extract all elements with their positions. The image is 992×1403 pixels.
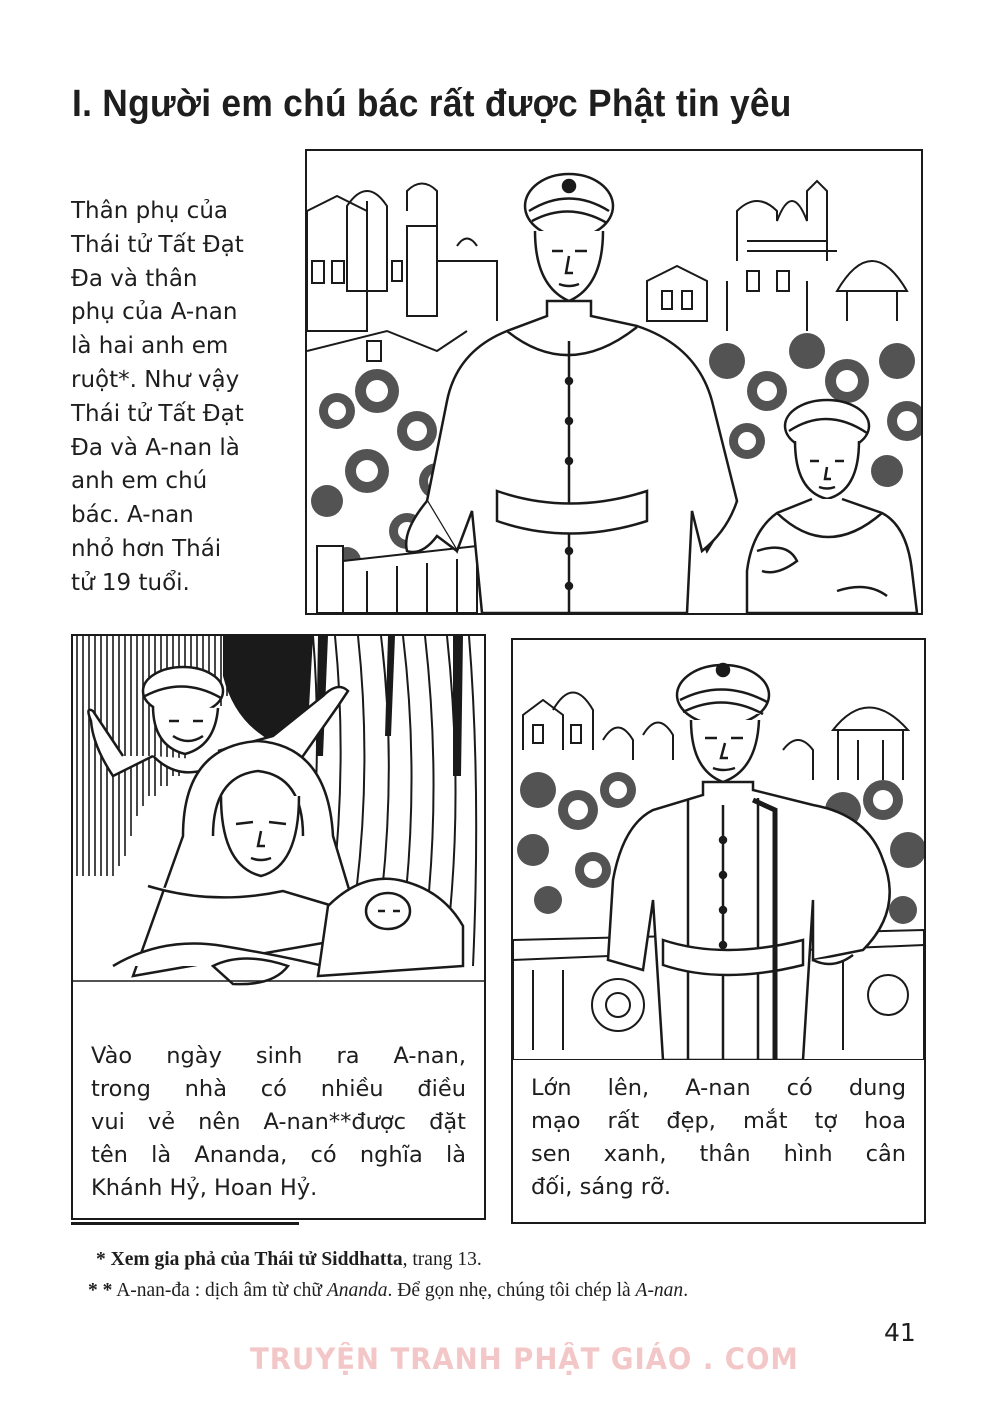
footnote-bold-text: Xem gia phả của Thái tử Siddhatta: [110, 1249, 403, 1270]
caption-line: Vào ngày sinh ra A-nan,: [91, 1043, 466, 1069]
birth-scene-drawing: [73, 636, 484, 1026]
intro-line: Thân phụ của: [71, 198, 228, 224]
footnote-text: , trang 13.: [402, 1249, 482, 1270]
footnote-divider: [71, 1222, 299, 1225]
footnotes: [88, 1244, 936, 1306]
footnote-italic: A-nan: [635, 1280, 684, 1301]
intro-line: nhỏ hơn Thái: [71, 535, 222, 562]
intro-line: Đa và A-nan là: [71, 434, 240, 461]
comic-panel-top: [305, 149, 923, 615]
intro-line: ruột*. Như vậy: [71, 366, 240, 393]
caption-line: trong nhà có nhiều điều: [91, 1076, 466, 1102]
intro-line: anh em chú: [71, 468, 208, 495]
footnote-text: . Để gọn nhẹ, chúng tôi chép là: [387, 1280, 636, 1301]
caption-birth: [91, 1040, 466, 1205]
watermark: TRUYỆN TRANH PHẬT GIÁO . COM: [250, 1342, 799, 1376]
footnote-1: [96, 1244, 936, 1275]
prince-and-boy-drawing: [307, 151, 921, 613]
intro-line: Thái tử Tất Đạt: [71, 400, 244, 427]
intro-line: là hai anh em: [71, 333, 229, 360]
illustration-birth-scene: [73, 636, 484, 1026]
footnote-2: [88, 1275, 936, 1306]
caption-line: mạo rất đẹp, mắt tợ hoa: [531, 1108, 906, 1134]
footnote-italic: Ananda: [326, 1280, 388, 1301]
caption-line: đối, sáng rỡ.: [531, 1174, 671, 1200]
page-number: 41: [884, 1318, 916, 1347]
illustration-prince-and-boy: [307, 151, 921, 613]
caption-line: Lớn lên, A-nan có dung: [531, 1075, 906, 1101]
page-title: I. Người em chú bác rất được Phật tin yêu: [72, 83, 792, 126]
caption-grown-up: [531, 1072, 906, 1204]
intro-line: phụ của A-nan: [71, 299, 238, 326]
footnote-mark: *: [96, 1249, 106, 1270]
caption-line: Khánh Hỷ, Hoan Hỷ.: [91, 1175, 318, 1201]
intro-line: Thái tử Tất Đạt: [71, 231, 244, 258]
caption-line: vui vẻ nên A-nan**được đặt: [91, 1109, 466, 1135]
intro-line: tử 19 tuổi.: [71, 569, 190, 596]
caption-line: sen xanh, thân hình cân: [531, 1141, 906, 1167]
comic-panel-grown-up: [511, 638, 926, 1224]
caption-line: tên là Ananda, có nghĩa là: [91, 1142, 466, 1168]
footnote-mark: * *: [88, 1280, 113, 1301]
intro-line: bác. A-nan: [71, 502, 194, 529]
footnote-text: A-nan-đa : dịch âm từ chữ: [116, 1280, 327, 1301]
footnote-text: .: [683, 1280, 689, 1301]
young-ananda-drawing: [513, 640, 924, 1060]
comic-panel-birth: [71, 634, 486, 1220]
intro-paragraph: [71, 195, 291, 601]
intro-line: Đa và thân: [71, 265, 198, 292]
illustration-young-ananda: [513, 640, 924, 1060]
